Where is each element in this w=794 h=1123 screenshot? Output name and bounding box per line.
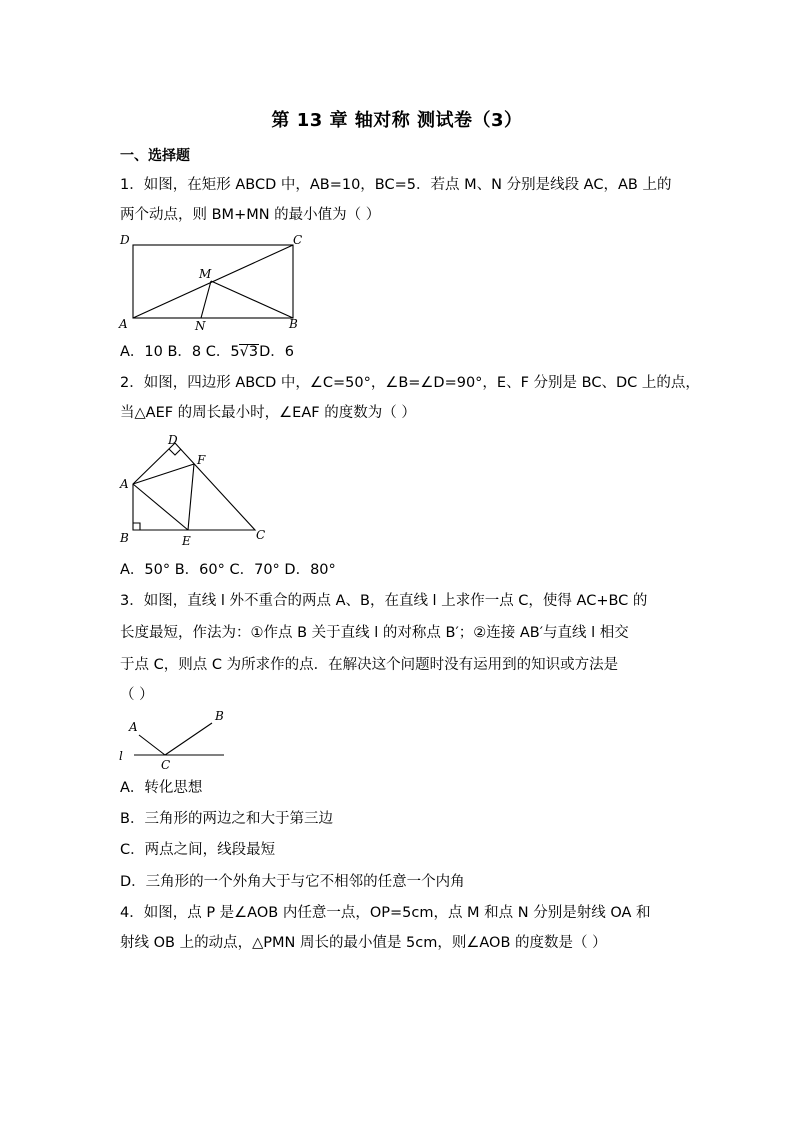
page-title: 第 13 章 轴对称 测试卷（3） bbox=[271, 110, 523, 131]
label-a: A bbox=[120, 477, 129, 491]
label-e: E bbox=[182, 534, 191, 548]
segment-bm bbox=[211, 281, 293, 318]
q3-option-a: A．转化思想 bbox=[120, 780, 203, 796]
label-n: N bbox=[195, 319, 206, 333]
segment-af bbox=[133, 464, 194, 484]
q1-options bbox=[120, 342, 294, 362]
q1-option-d: D．6 bbox=[259, 344, 294, 360]
q3-text-line4: （ ） bbox=[120, 687, 154, 703]
right-angle-b bbox=[133, 523, 140, 530]
q3-figure-line bbox=[112, 705, 242, 775]
q3-option-d: D．三角形的一个外角大于与它不相邻的任意一个内角 bbox=[120, 874, 465, 890]
quadrilateral-abcd bbox=[133, 443, 255, 530]
label-c: C bbox=[161, 758, 171, 772]
label-f: F bbox=[197, 453, 206, 467]
q4-text-line2: 射线 OB 上的动点，△PMN 周长的最小值是 5cm，则∠AOB 的度数是（ ） bbox=[120, 935, 607, 951]
q3-text-line1: 3．如图，直线 l 外不重合的两点 A、B，在直线 l 上求作一点 C，使得 AC+BC 的 bbox=[120, 593, 648, 609]
q1-text-line2: 两个动点，则 BM+MN 的最小值为（ ） bbox=[120, 207, 381, 223]
q4-text-line1: 4．如图，点 P 是∠AOB 内任意一点，OP=5cm，点 M 和点 N 分别是射线 OA 和 bbox=[120, 905, 651, 921]
label-c: C bbox=[256, 528, 266, 542]
q2-options: A．50° B．60° C．70° D．80° bbox=[120, 562, 336, 578]
label-b: B bbox=[215, 709, 224, 723]
label-m: M bbox=[199, 267, 212, 281]
q2-text-line2: 当△AEF 的周长最小时，∠EAF 的度数为（ ） bbox=[120, 405, 416, 421]
label-c: C bbox=[293, 233, 303, 247]
q1-figure-rectangle bbox=[115, 230, 315, 335]
section-heading: 一、选择题 bbox=[120, 148, 190, 164]
q3-option-c: C．两点之间，线段最短 bbox=[120, 842, 276, 858]
segment-ae bbox=[133, 484, 188, 530]
segment-ac bbox=[139, 735, 165, 755]
label-d: D bbox=[168, 433, 178, 447]
segment-ef bbox=[188, 464, 194, 530]
label-b: B bbox=[120, 531, 129, 545]
label-a: A bbox=[129, 720, 138, 734]
q3-option-b: B．三角形的两边之和大于第三边 bbox=[120, 811, 333, 827]
label-b: B bbox=[289, 317, 298, 331]
q3-text-line3: 于点 C，则点 C 为所求作的点．在解决这个问题时没有运用到的知识或方法是 bbox=[120, 657, 619, 673]
right-angle-d bbox=[169, 449, 181, 455]
q2-text-line1: 2．如图，四边形 ABCD 中，∠C=50°，∠B=∠D=90°，E、F 分别是 BC、DC 上的点， bbox=[120, 375, 700, 391]
label-a: A bbox=[119, 317, 128, 331]
q2-figure-quadrilateral bbox=[115, 432, 275, 550]
q3-text-line2: 长度最短，作法为：①作点 B 关于直线 l 的对称点 B′；②连接 AB′与直线 l 相交 bbox=[120, 625, 629, 641]
q1-text-line1: 1．如图，在矩形 ABCD 中，AB=10，BC=5．若点 M、N 分别是线段 AC，AB 上的 bbox=[120, 177, 672, 193]
sqrt-symbol: √3 bbox=[239, 344, 259, 360]
segment-bc bbox=[165, 723, 212, 755]
label-l: l bbox=[119, 749, 123, 763]
q1-options-abc: A．10 B．8 C．5 bbox=[120, 344, 240, 360]
label-d: D bbox=[120, 233, 130, 247]
